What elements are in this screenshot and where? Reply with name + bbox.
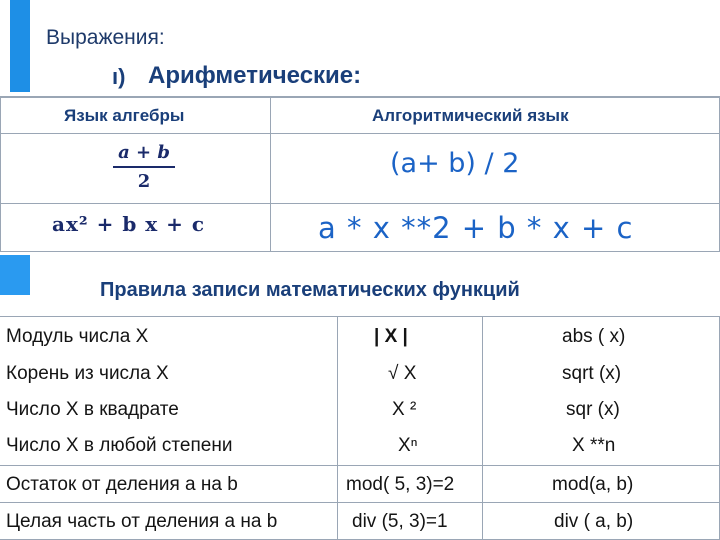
functions-title: Правила записи математических функций [100,279,520,301]
algebra-fraction [108,142,180,192]
function-notation: √ X [388,363,417,384]
item-marker: ı) [112,64,126,89]
algorithmic-expression-2: a * x **2 + b * x + c [318,211,634,245]
fraction-numerator: a + b [118,142,170,163]
function-name: Целая часть от деления а на b [6,511,278,532]
function-code: sqr (x) [566,399,620,420]
accent-bar-bottom [0,255,30,295]
function-notation: Xⁿ [398,435,418,456]
accent-bar-top [10,0,30,92]
function-code: sqrt (x) [562,363,622,384]
fraction-denominator: 2 [137,171,151,192]
item-title: Арифметические: [148,62,362,89]
function-name: Корень из числа Х [6,363,169,384]
function-notation: | X | [374,326,408,347]
function-notation: mod( 5, 3)=2 [346,474,455,495]
column-header-algebra: Язык алгебры [64,106,185,125]
section-title: Выражения: [46,26,165,49]
algebra-polynomial: ax² + b x + c [52,212,206,236]
function-name: Модуль числа Х [6,326,149,347]
function-code: mod(a, b) [552,474,634,495]
algorithmic-expression-1: (a+ b) / 2 [390,148,520,179]
function-code: div ( a, b) [554,511,634,532]
function-notation: div (5, 3)=1 [352,511,448,532]
function-name: Число Х в любой степени [6,435,233,456]
function-notation: X ² [392,399,417,420]
function-code: abs ( x) [562,326,626,347]
function-name: Остаток от деления а на b [6,474,238,495]
column-header-algorithmic: Алгоритмический язык [372,106,569,125]
function-code: X **n [572,435,616,456]
function-name: Число Х в квадрате [6,399,179,420]
